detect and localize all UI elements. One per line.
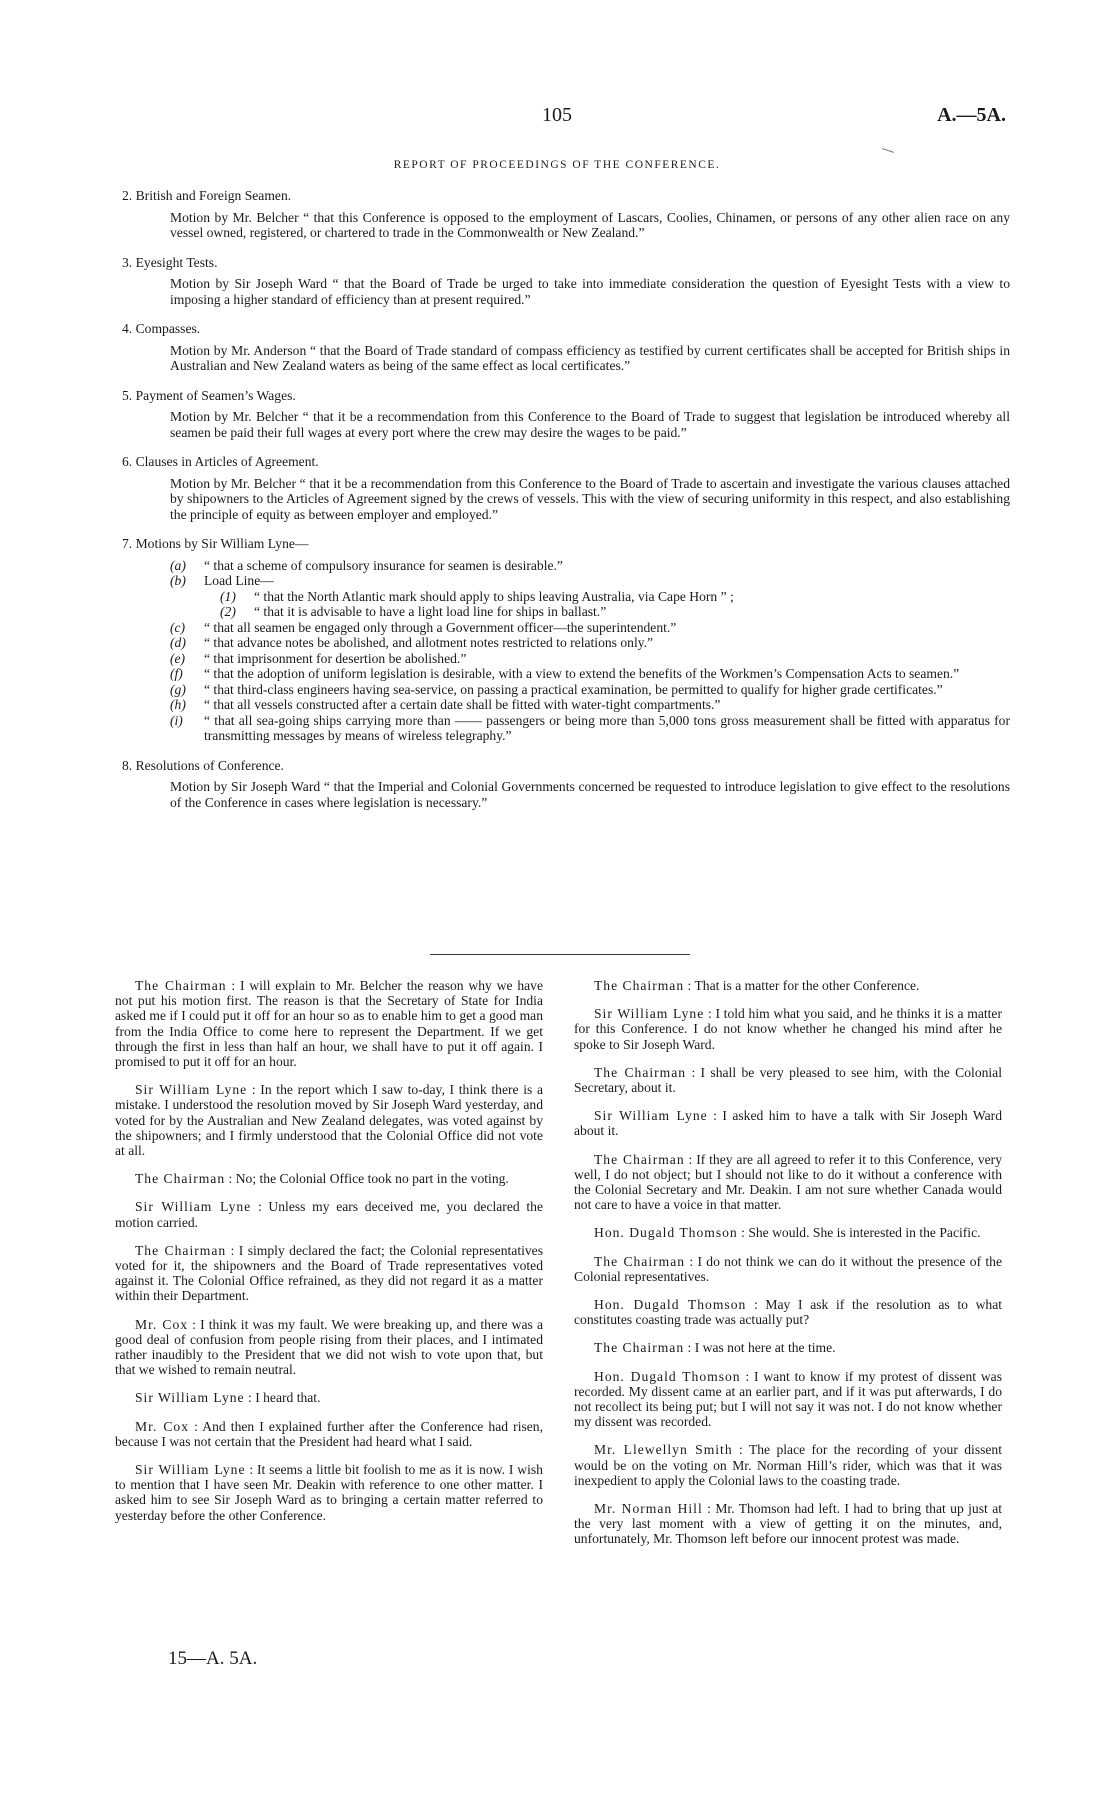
sub-text: Load Line—	[204, 573, 274, 588]
sub-label: (f)	[170, 666, 183, 681]
page-signature: 15—A. 5A.	[168, 1648, 258, 1669]
transcript-paragraph	[115, 1082, 543, 1158]
transcript-paragraph	[574, 1369, 1002, 1430]
motion-title: 2. British and Foreign Seamen.	[122, 188, 292, 203]
speech-text: : She would. She is interested in the Pacific.	[741, 1225, 981, 1241]
motion-title: 3. Eyesight Tests.	[122, 254, 218, 270]
speech-text: : If they are all agreed to refer it to this Conference, very well, I do not object; but I should not like to do it without a conference with the Colonial Secretary and Mr. Deakin. I am not sure whether Canada would not care to have a voice in that matter.	[574, 1151, 1003, 1213]
transcript-paragraph	[574, 1442, 1002, 1488]
speaker-name: Mr. Cox	[135, 1316, 189, 1332]
speech-text: : I told him what you said, and he thinks it is a matter for this Conference. I do not know whether he changed his mind after he spoke to Sir Joseph Ward.	[574, 1006, 1002, 1052]
speech-text: : I will explain to Mr. Belcher the reason why we have not put his motion first. The reason is that the Secretary of State for India asked me if I could put it off for an hour so as to enable him to get a good man from the India Office to come here to represent the Department. If we get through the first in less than half an hour, we shall have to put it off again. I promised to put it off for an hour.	[115, 978, 543, 1070]
section-divider	[430, 954, 690, 955]
sub-motions	[170, 558, 1010, 744]
sub-motion-i	[170, 713, 1010, 744]
motion-item-8	[122, 758, 1010, 811]
speaker-name: Sir William Lyne	[594, 1108, 708, 1124]
sub-motion-b2	[220, 604, 1010, 620]
transcript-paragraph	[115, 1243, 543, 1304]
motion-item	[122, 255, 1010, 308]
speaker-name: The Chairman	[594, 978, 685, 993]
transcript-paragraph	[574, 1297, 1002, 1327]
transcript-paragraph	[115, 1419, 543, 1449]
sub-text: “ that imprisonment for desertion be abolished.”	[204, 650, 467, 666]
speaker-name: The Chairman	[594, 1151, 685, 1167]
speech-text: : I shall be very pleased to see him, with the Colonial Secretary, about it.	[574, 1064, 1002, 1096]
speaker-name: Sir William Lyne	[594, 1006, 705, 1022]
motion-text: Motion by Mr. Belcher “ that it be a recommendation from this Conference to the Board of Trade to suggest that legislation be introduced whereby all seamen be paid their full wages at every port where the crew may desire the wages to be paid.”	[170, 409, 1010, 440]
speech-text: : I was not here at the time.	[687, 1340, 836, 1356]
page-number: 105	[542, 104, 572, 126]
transcript-paragraph	[574, 1152, 1002, 1213]
sub-motion-e	[170, 651, 1010, 667]
speech-text: : That is a matter for the other Conference.	[687, 978, 920, 993]
sub-text: “ that the adoption of uniform legislation is desirable, with a view to extend the benefits of the Workmen’s Compensation Acts to seamen.”	[204, 666, 960, 681]
transcript-paragraph	[574, 1065, 1002, 1095]
sub-text: “ that all seamen be engaged only through a Government officer—the superintendent.”	[204, 619, 677, 635]
sub-label: (i)	[170, 712, 183, 728]
speech-text: : I asked him to have a talk with Sir Joseph Ward about it.	[574, 1108, 1002, 1139]
transcript-right-column	[574, 978, 1002, 1560]
speech-text: : And then I explained further after the Conference had risen, because I was not certain that the President had heard what I said.	[115, 1418, 543, 1449]
transcript-paragraph	[115, 1199, 543, 1229]
transcript-paragraph	[574, 1108, 1002, 1138]
load-line-items	[220, 589, 1010, 620]
speech-text: : Mr. Thomson had left. I had to bring that up just at the very last moment with a view of getting it on the minutes, and, unfortunately, Mr. Thomson left before our innocent protest was made.	[574, 1501, 1003, 1547]
motion-text: Motion by Mr. Anderson “ that the Board of Trade standard of compass efficiency as testified by current certificates shall be accepted for British ships in Australian and New Zealand waters as being of the same effect as local certificates.”	[170, 342, 1010, 373]
sub-motion-h	[170, 697, 1010, 713]
speaker-name: The Chairman	[594, 1253, 686, 1269]
document-reference: A.—5A.	[937, 104, 1006, 126]
motion-title: 4. Compasses.	[122, 321, 201, 336]
motion-title: 5. Payment of Seamen’s Wages.	[122, 387, 296, 403]
sub-label: (g)	[170, 681, 186, 697]
sub-label: (h)	[170, 697, 186, 712]
speaker-name: Mr. Norman Hill	[594, 1501, 703, 1517]
sub-label: (c)	[170, 619, 186, 635]
motion-title: 8. Resolutions of Conference.	[122, 757, 284, 773]
speaker-name: The Chairman	[594, 1340, 685, 1356]
sub-text: “ that a scheme of compulsory insurance for seamen is desirable.”	[204, 557, 563, 573]
speaker-name: Hon. Dugald Thomson	[594, 1297, 747, 1313]
sub-text: “ that advance notes be abolished, and allotment notes restricted to relations only.”	[204, 635, 654, 650]
speaker-name: The Chairman	[135, 1171, 226, 1187]
speaker-name: Sir William Lyne	[135, 1390, 245, 1406]
speech-text: : I heard that.	[248, 1390, 321, 1406]
transcript-paragraph	[115, 1317, 543, 1378]
speaker-name: The Chairman	[135, 978, 227, 993]
transcript-paragraph	[574, 1501, 1002, 1547]
motion-title: 7. Motions by Sir William Lyne—	[122, 536, 309, 551]
motion-title: 6. Clauses in Articles of Agreement.	[122, 454, 319, 469]
speaker-name: The Chairman	[135, 1242, 227, 1258]
motions-list	[122, 188, 1010, 824]
sub-text: “ that all vessels constructed after a certain date shall be fitted with water-tight compartments.”	[204, 697, 721, 712]
stray-mark	[882, 148, 894, 153]
speaker-name: Sir William Lyne	[135, 1082, 248, 1098]
speech-text: : Unless my ears deceived me, you declared the motion carried.	[115, 1199, 543, 1230]
speech-text: : May I ask if the resolution as to what constitutes coasting trade was actually put?	[574, 1297, 1003, 1328]
sub-text: “ that all sea-going ships carrying more than —— passengers or being more than 5,000 tons gross measurement shall be fitted with apparatus for transmitting messages by means of wireless telegraphy.”	[204, 712, 1010, 743]
motion-item	[122, 388, 1010, 441]
sub-label: (a)	[170, 557, 186, 573]
transcript-paragraph	[115, 978, 543, 1069]
motion-item-7	[122, 536, 1010, 744]
speech-text: : I think it was my fault. We were breaking up, and there was a good deal of confusion from people rising from their places, and I intimated rather inaudibly to the President that we did not wish to vote upon that, but that we wished to remain neutral.	[115, 1316, 543, 1378]
speaker-name: Mr. Llewellyn Smith	[594, 1442, 733, 1458]
transcript-paragraph	[115, 1171, 543, 1186]
page-heading: REPORT OF PROCEEDINGS OF THE CONFERENCE.	[393, 159, 721, 171]
transcript-paragraph	[115, 1390, 543, 1405]
speech-text: : No; the Colonial Office took no part in the voting.	[228, 1171, 509, 1187]
sub-text: “ that it is advisable to have a light load line for ships in ballast.”	[254, 604, 607, 619]
sub-motion-g	[170, 682, 1010, 698]
sub-motion-c	[170, 620, 1010, 636]
motion-item	[122, 188, 1010, 241]
motion-text: Motion by Sir Joseph Ward “ that the Board of Trade be urged to take into immediate consideration the question of Eyesight Tests with a view to imposing a higher standard of efficiency than at present required.”	[170, 276, 1010, 307]
transcript-paragraph	[574, 1006, 1002, 1052]
sub-text: “ that third-class engineers having sea-service, on passing a practical examination, be permitted to qualify for higher grade certificates.”	[204, 681, 943, 697]
speaker-name: Mr. Cox	[135, 1418, 190, 1434]
transcript-paragraph	[574, 1254, 1002, 1284]
sub-motion-f	[170, 666, 1010, 682]
speech-text: : I want to know if my protest of dissent was recorded. My dissent came at an earlier part, and if it was put afterwards, I do not recollect its being put; but I will not say it was not. I do not know whether my dissent was recorded.	[574, 1368, 1002, 1430]
speech-text: : It seems a little bit foolish to me as it is now. I wish to mention that I have seen Mr. Deakin with reference to one other matter. I asked him to see Sir Joseph Ward as to bringing a certain matter referred to yesterday before the other Conference.	[115, 1462, 543, 1523]
transcript-paragraph	[574, 1225, 1002, 1240]
sub-motion-b	[170, 573, 1010, 589]
transcript-paragraph	[574, 978, 1002, 993]
speaker-name: Hon. Dugald Thomson	[594, 1368, 741, 1384]
speech-text: : I do not think we can do it without the presence of the Colonial representatives.	[574, 1253, 1003, 1284]
transcript-paragraph	[115, 1462, 543, 1523]
sub-label: (d)	[170, 635, 186, 650]
speech-text: : I simply declared the fact; the Colonial representatives voted for it, the shipowners and the Board of Trade representatives voted against it. The Colonial Office refrained, as they did not regard it as a matter within their Department.	[115, 1242, 543, 1304]
sub-text: “ that the North Atlantic mark should apply to ships leaving Australia, via Cape Horn ” ;	[254, 588, 734, 604]
transcript-paragraph	[574, 1340, 1002, 1355]
sub-motion-a	[170, 558, 1010, 574]
motion-text: Motion by Sir Joseph Ward “ that the Imperial and Colonial Governments concerned be requested to introduce legislation to give effect to the resolutions of the Conference in cases where legislation is necessary.”	[170, 779, 1010, 810]
sub-motion-d	[170, 635, 1010, 651]
speaker-name: Hon. Dugald Thomson	[594, 1225, 738, 1241]
motion-item	[122, 454, 1010, 522]
speaker-name: Sir William Lyne	[135, 1462, 246, 1478]
transcript-left-column	[115, 978, 543, 1536]
speech-text: : In the report which I saw to-day, I think there is a mistake. I understood the resolution moved by Sir Joseph Ward yesterday, and voted for by the Australian and New Zealand delegates, was voted against by the shipowners; and I firmly understood that the Colonial Office did not vote at all.	[115, 1082, 543, 1159]
sub-motion-b1	[220, 589, 1010, 605]
speaker-name: The Chairman	[594, 1064, 687, 1080]
sub-label: (e)	[170, 650, 186, 666]
speaker-name: Sir William Lyne	[135, 1199, 252, 1215]
sub-label: (2)	[220, 604, 236, 619]
speech-text: : The place for the recording of your dissent would be on the voting on Mr. Norman Hill’s rider, which was that it was inexpedient to apply the Colonial laws to the coasting trade.	[574, 1442, 1003, 1488]
motion-text: Motion by Mr. Belcher “ that this Conference is opposed to the employment of Lascars, Coolies, Chinamen, or persons of any other alien race on any vessel owned, registered, or chartered to trade in the Commonwealth or New Zealand.”	[170, 209, 1010, 240]
motion-item	[122, 321, 1010, 374]
motion-text: Motion by Mr. Belcher “ that it be a recommendation from this Conference to the Board of Trade to ascertain and investigate the various clauses attached by shipowners to the Articles of Agreement signed by the crews of vessels. This with the view of securing uniformity in this respect, and also establishing the principle of equity as between employer and employed.”	[170, 475, 1010, 522]
sub-label: (b)	[170, 573, 186, 588]
sub-label: (1)	[220, 588, 236, 604]
